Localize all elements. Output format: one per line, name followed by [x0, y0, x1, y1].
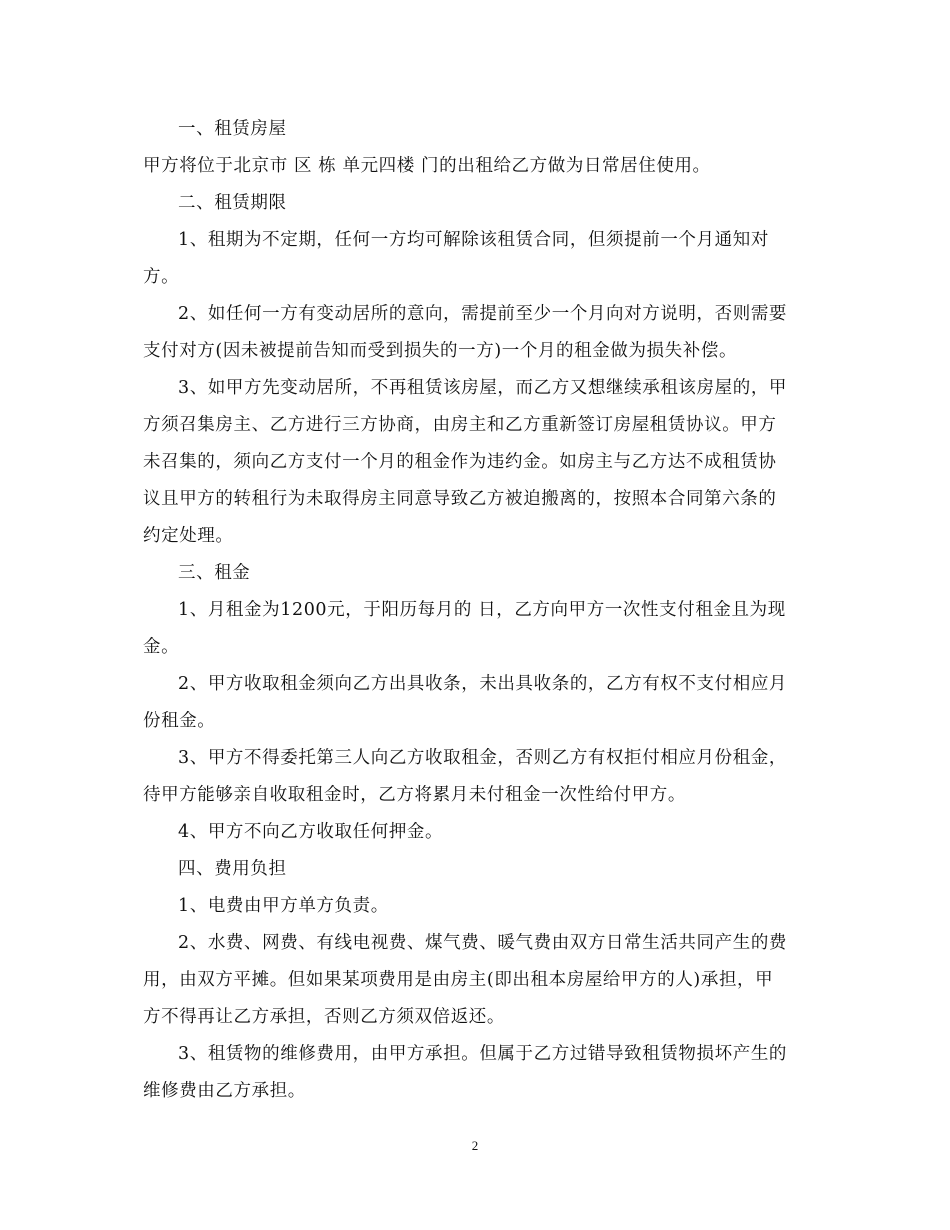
paragraph-line: 甲方将位于北京市 区 栋 单元四楼 门的出租给乙方做为日常居住使用。: [143, 156, 711, 176]
paragraph-line: 2、如任何一方有变动居所的意向，需提前至少一个月向对方说明，否则需要: [178, 304, 788, 324]
section-heading-4: 四、费用负担: [178, 859, 287, 879]
paragraph-line: 2、水费、网费、有线电视费、煤气费、暖气费由双方日常生活共同产生的费: [178, 933, 788, 953]
paragraph-line: 约定处理。: [143, 526, 234, 546]
paragraph-line: 待甲方能够亲自收取租金时，乙方将累月未付租金一次性给付甲方。: [143, 785, 686, 805]
paragraph-line: 1、租期为不定期，任何一方均可解除该租赁合同，但须提前一个月通知对: [178, 230, 769, 250]
paragraph-line: 方须召集房主、乙方进行三方协商，由房主和乙方重新签订房屋租赁协议。甲方: [143, 415, 777, 435]
paragraph-line: 份租金。: [143, 711, 216, 731]
paragraph-line: 维修费由乙方承担。: [143, 1081, 306, 1101]
paragraph-line: 用，由双方平摊。但如果某项费用是由房主(即出租本房屋给甲方的人)承担，甲: [143, 970, 774, 990]
section-heading-1: 一、租赁房屋: [178, 119, 287, 139]
paragraph-line: 3、租赁物的维修费用，由甲方承担。但属于乙方过错导致租赁物损坏产生的: [178, 1044, 788, 1064]
paragraph-line: 1、月租金为1200元，于阳历每月的 日，乙方向甲方一次性支付租金且为现: [178, 600, 786, 620]
paragraph-line: 方。: [143, 267, 180, 287]
paragraph-line: 3、如甲方先变动居所，不再租赁该房屋，而乙方又想继续承租该房屋的，甲: [178, 378, 788, 398]
document-body: [143, 116, 808, 1105]
paragraph-line: 支付对方(因未被提前告知而受到损失的一方)一个月的租金做为损失补偿。: [143, 341, 738, 361]
section-heading-2: 二、租赁期限: [178, 193, 287, 213]
paragraph-line: 未召集的，须向乙方支付一个月的租金作为违约金。如房主与乙方达不成租赁协: [143, 452, 777, 472]
paragraph-line: 4、甲方不向乙方收取任何押金。: [178, 822, 444, 842]
paragraph-line: 2、甲方收取租金须向乙方出具收条，未出具收条的，乙方有权不支付相应月: [178, 674, 788, 694]
paragraph-line: 1、电费由甲方单方负责。: [178, 896, 389, 916]
paragraph-line: 方不得再让乙方承担，否则乙方须双倍返还。: [143, 1007, 505, 1027]
section-heading-3: 三、租金: [178, 563, 251, 583]
paragraph-line: 金。: [143, 637, 180, 657]
page-number: 2: [471, 1138, 479, 1153]
paragraph-line: 3、甲方不得委托第三人向乙方收取租金，否则乙方有权拒付相应月份租金，: [178, 748, 788, 768]
paragraph-line: 议且甲方的转租行为未取得房主同意导致乙方被迫搬离的，按照本合同第六条的: [143, 489, 777, 509]
